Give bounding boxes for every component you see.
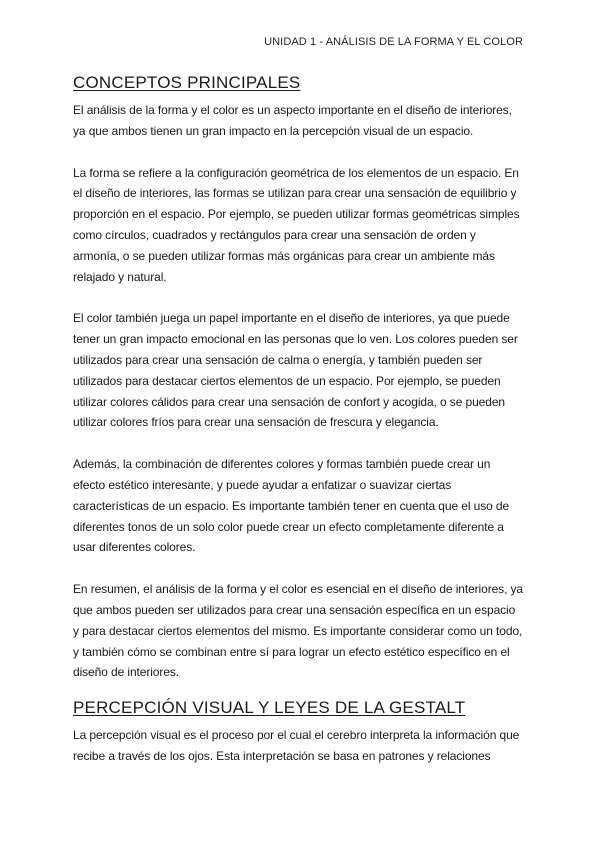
document-body: [73, 72, 523, 767]
paragraph: El análisis de la forma y el color es un aspecto importante en el diseño de interiores, ya que ambos tienen un gran impacto en la percepción visual de un espacio.: [73, 103, 512, 138]
section-title-percepcion: PERCEPCIÓN VISUAL Y LEYES DE LA GESTALT: [73, 698, 466, 718]
running-header: UNIDAD 1 - ANÁLISIS DE LA FORMA Y EL COLOR: [264, 36, 523, 48]
paragraph: La forma se refiere a la configuración geométrica de los elementos de un espacio. En el diseño de interiores, las formas se utilizan para crear una sensación de equilibrio y proporción en el espacio. Por ejemplo, se pueden utilizar formas geométricas simples como círculos, cuadrados y rectángulos para crear una sensación de orden y armonía, o se pueden utilizar formas más orgánicas para crear un ambiente más relajado y natural.: [73, 165, 520, 284]
paragraph: La percepción visual es el proceso por el cual el cerebro interpreta la información que recibe a través de los ojos. Esta interpretación se basa en patrones y relaciones: [73, 728, 520, 763]
paragraph: Además, la combinación de diferentes colores y formas también puede crear un efecto estético interesante, y puede ayudar a enfatizar o suavizar ciertas características de un espacio. Es importante también tener en cuenta que el uso de diferentes tonos de un solo color puede crear un efecto completamente diferente a usar diferentes colores.: [73, 457, 510, 555]
section-title-conceptos: CONCEPTOS PRINCIPALES: [73, 73, 301, 92]
paragraph: En resumen, el análisis de la forma y el color es esencial en el diseño de interiores, ya que ambos pueden ser utilizados para crear una sensación específica en un espacio y para destacar ciertos elementos del mismo. Es importante considerar como un todo, y también cómo se combinan entre sí para lograr un efecto estético específico en el diseño de interiores.: [73, 582, 524, 680]
paragraph: El color también juega un papel importante en el diseño de interiores, ya que puede tener un gran impacto emocional en las personas que lo ven. Los colores pueden ser utilizados para crear una sensación de calma o energía, y también pueden ser utilizados para destacar ciertos elementos de un espacio. Por ejemplo, se pueden utilizar colores cálidos para crear una sensación de confort y acogida, o se pueden utilizar colores fríos para crear una sensación de frescura y elegancia.: [73, 311, 518, 430]
